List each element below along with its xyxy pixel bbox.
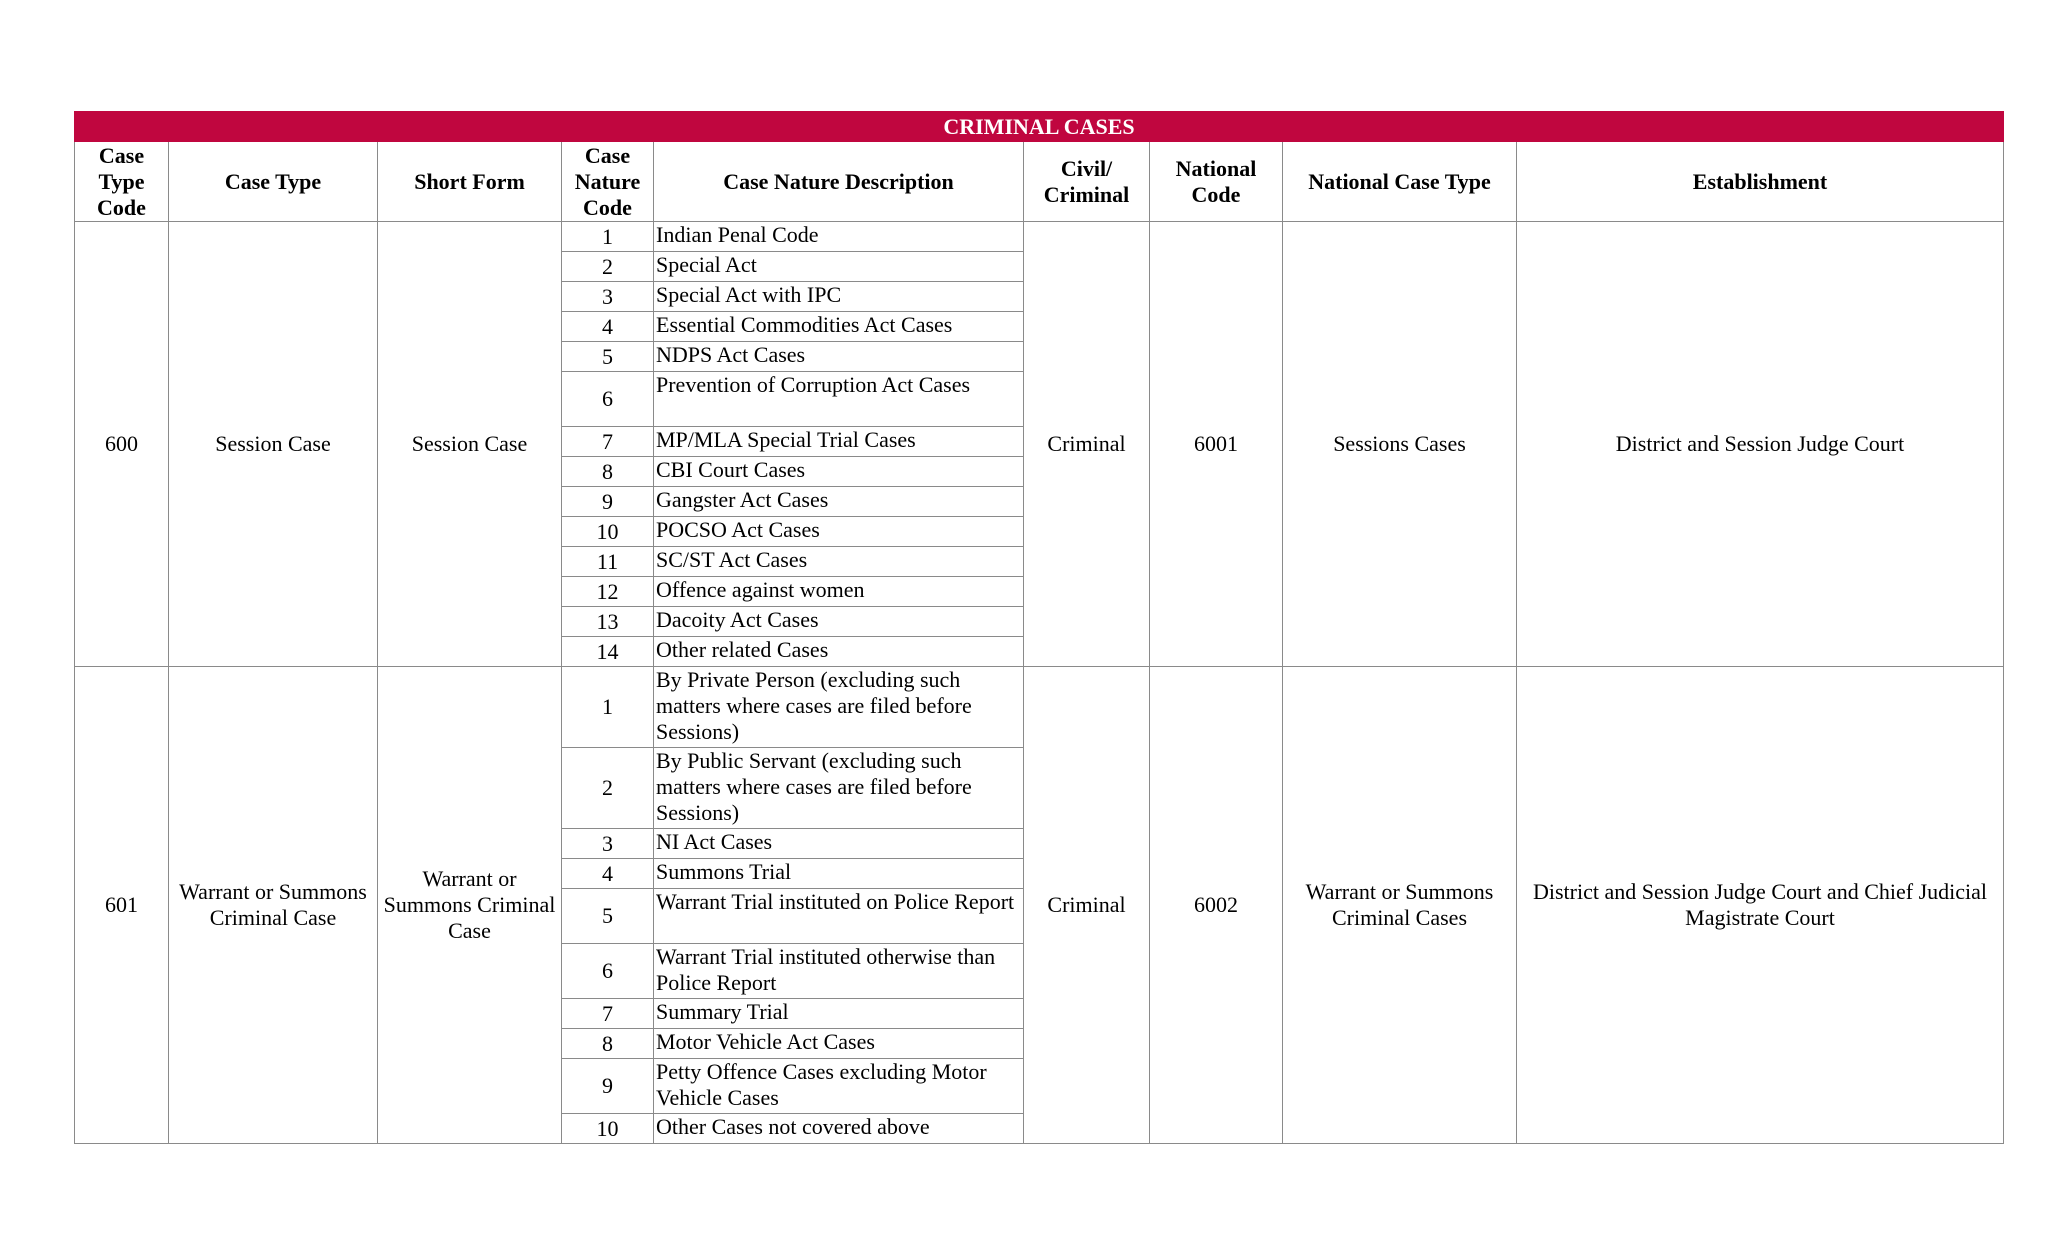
nature-code-cell: 3: [562, 829, 654, 859]
nature-code-cell: 3: [562, 282, 654, 312]
nature-desc-cell: Prevention of Corruption Act Cases: [654, 372, 1024, 427]
establishment-cell: District and Session Judge Court: [1517, 222, 2004, 667]
case-type-cell: Session Case: [169, 222, 378, 667]
header-case-type: Case Type: [169, 142, 378, 222]
short-form-cell: Warrant or Summons Criminal Case: [378, 667, 562, 1144]
national-case-type-cell: Warrant or Summons Criminal Cases: [1283, 667, 1517, 1144]
nature-desc-cell: NI Act Cases: [654, 829, 1024, 859]
nature-desc-cell: POCSO Act Cases: [654, 517, 1024, 547]
nature-desc-cell: Summons Trial: [654, 859, 1024, 889]
nature-desc-cell: Essential Commodities Act Cases: [654, 312, 1024, 342]
nature-code-cell: 13: [562, 607, 654, 637]
header-case-type-code: Case Type Code: [75, 142, 169, 222]
nature-code-cell: 1: [562, 667, 654, 748]
nature-code-cell: 5: [562, 342, 654, 372]
header-case-nature-description: Case Nature Description: [654, 142, 1024, 222]
nature-desc-cell: Offence against women: [654, 577, 1024, 607]
nature-code-cell: 9: [562, 1059, 654, 1114]
nature-desc-cell: Gangster Act Cases: [654, 487, 1024, 517]
nature-code-cell: 2: [562, 252, 654, 282]
table-body: [75, 222, 2004, 1144]
nature-code-cell: 2: [562, 748, 654, 829]
short-form-cell: Session Case: [378, 222, 562, 667]
nature-desc-cell: Dacoity Act Cases: [654, 607, 1024, 637]
national-code-cell: 6002: [1150, 667, 1283, 1144]
nature-desc-cell: CBI Court Cases: [654, 457, 1024, 487]
nature-desc-cell: SC/ST Act Cases: [654, 547, 1024, 577]
national-case-type-cell: Sessions Cases: [1283, 222, 1517, 667]
nature-desc-cell: Summary Trial: [654, 999, 1024, 1029]
nature-code-cell: 7: [562, 999, 654, 1029]
table-row: [75, 667, 2004, 748]
nature-code-cell: 14: [562, 637, 654, 667]
nature-code-cell: 9: [562, 487, 654, 517]
nature-code-cell: 8: [562, 457, 654, 487]
establishment-cell: District and Session Judge Court and Chief Judicial Magistrate Court: [1517, 667, 2004, 1144]
national-code-cell: 6001: [1150, 222, 1283, 667]
nature-code-cell: 4: [562, 312, 654, 342]
nature-desc-cell: Petty Offence Cases excluding Motor Vehicle Cases: [654, 1059, 1024, 1114]
header-short-form: Short Form: [378, 142, 562, 222]
nature-code-cell: 7: [562, 427, 654, 457]
nature-desc-cell: By Private Person (excluding such matters where cases are filed before Sessions): [654, 667, 1024, 748]
case-type-cell: Warrant or Summons Criminal Case: [169, 667, 378, 1144]
nature-desc-cell: NDPS Act Cases: [654, 342, 1024, 372]
nature-desc-cell: MP/MLA Special Trial Cases: [654, 427, 1024, 457]
header-establishment: Establishment: [1517, 142, 2004, 222]
civil-criminal-cell: Criminal: [1024, 222, 1150, 667]
header-national-case-type: National Case Type: [1283, 142, 1517, 222]
nature-desc-cell: Other related Cases: [654, 637, 1024, 667]
nature-code-cell: 6: [562, 372, 654, 427]
nature-desc-cell: Other Cases not covered above: [654, 1114, 1024, 1144]
nature-code-cell: 8: [562, 1029, 654, 1059]
nature-desc-cell: Special Act with IPC: [654, 282, 1024, 312]
case-type-code-cell: 601: [75, 667, 169, 1144]
nature-desc-cell: Warrant Trial instituted otherwise than Police Report: [654, 944, 1024, 999]
nature-desc-cell: Motor Vehicle Act Cases: [654, 1029, 1024, 1059]
civil-criminal-cell: Criminal: [1024, 667, 1150, 1144]
header-case-nature-code: Case Nature Code: [562, 142, 654, 222]
nature-desc-cell: Warrant Trial instituted on Police Report: [654, 889, 1024, 944]
header-national-code: National Code: [1150, 142, 1283, 222]
criminal-cases-table: [74, 111, 2004, 1144]
nature-desc-cell: Special Act: [654, 252, 1024, 282]
case-type-code-cell: 600: [75, 222, 169, 667]
nature-code-cell: 6: [562, 944, 654, 999]
nature-desc-cell: By Public Servant (excluding such matters where cases are filed before Sessions): [654, 748, 1024, 829]
table-row: [75, 222, 2004, 252]
nature-code-cell: 10: [562, 1114, 654, 1144]
table-title: CRIMINAL CASES: [75, 112, 2004, 142]
nature-desc-cell: Indian Penal Code: [654, 222, 1024, 252]
nature-code-cell: 1: [562, 222, 654, 252]
nature-code-cell: 5: [562, 889, 654, 944]
nature-code-cell: 12: [562, 577, 654, 607]
nature-code-cell: 11: [562, 547, 654, 577]
nature-code-cell: 4: [562, 859, 654, 889]
header-civil-criminal: Civil/ Criminal: [1024, 142, 1150, 222]
criminal-cases-document: [74, 111, 2003, 1144]
nature-code-cell: 10: [562, 517, 654, 547]
